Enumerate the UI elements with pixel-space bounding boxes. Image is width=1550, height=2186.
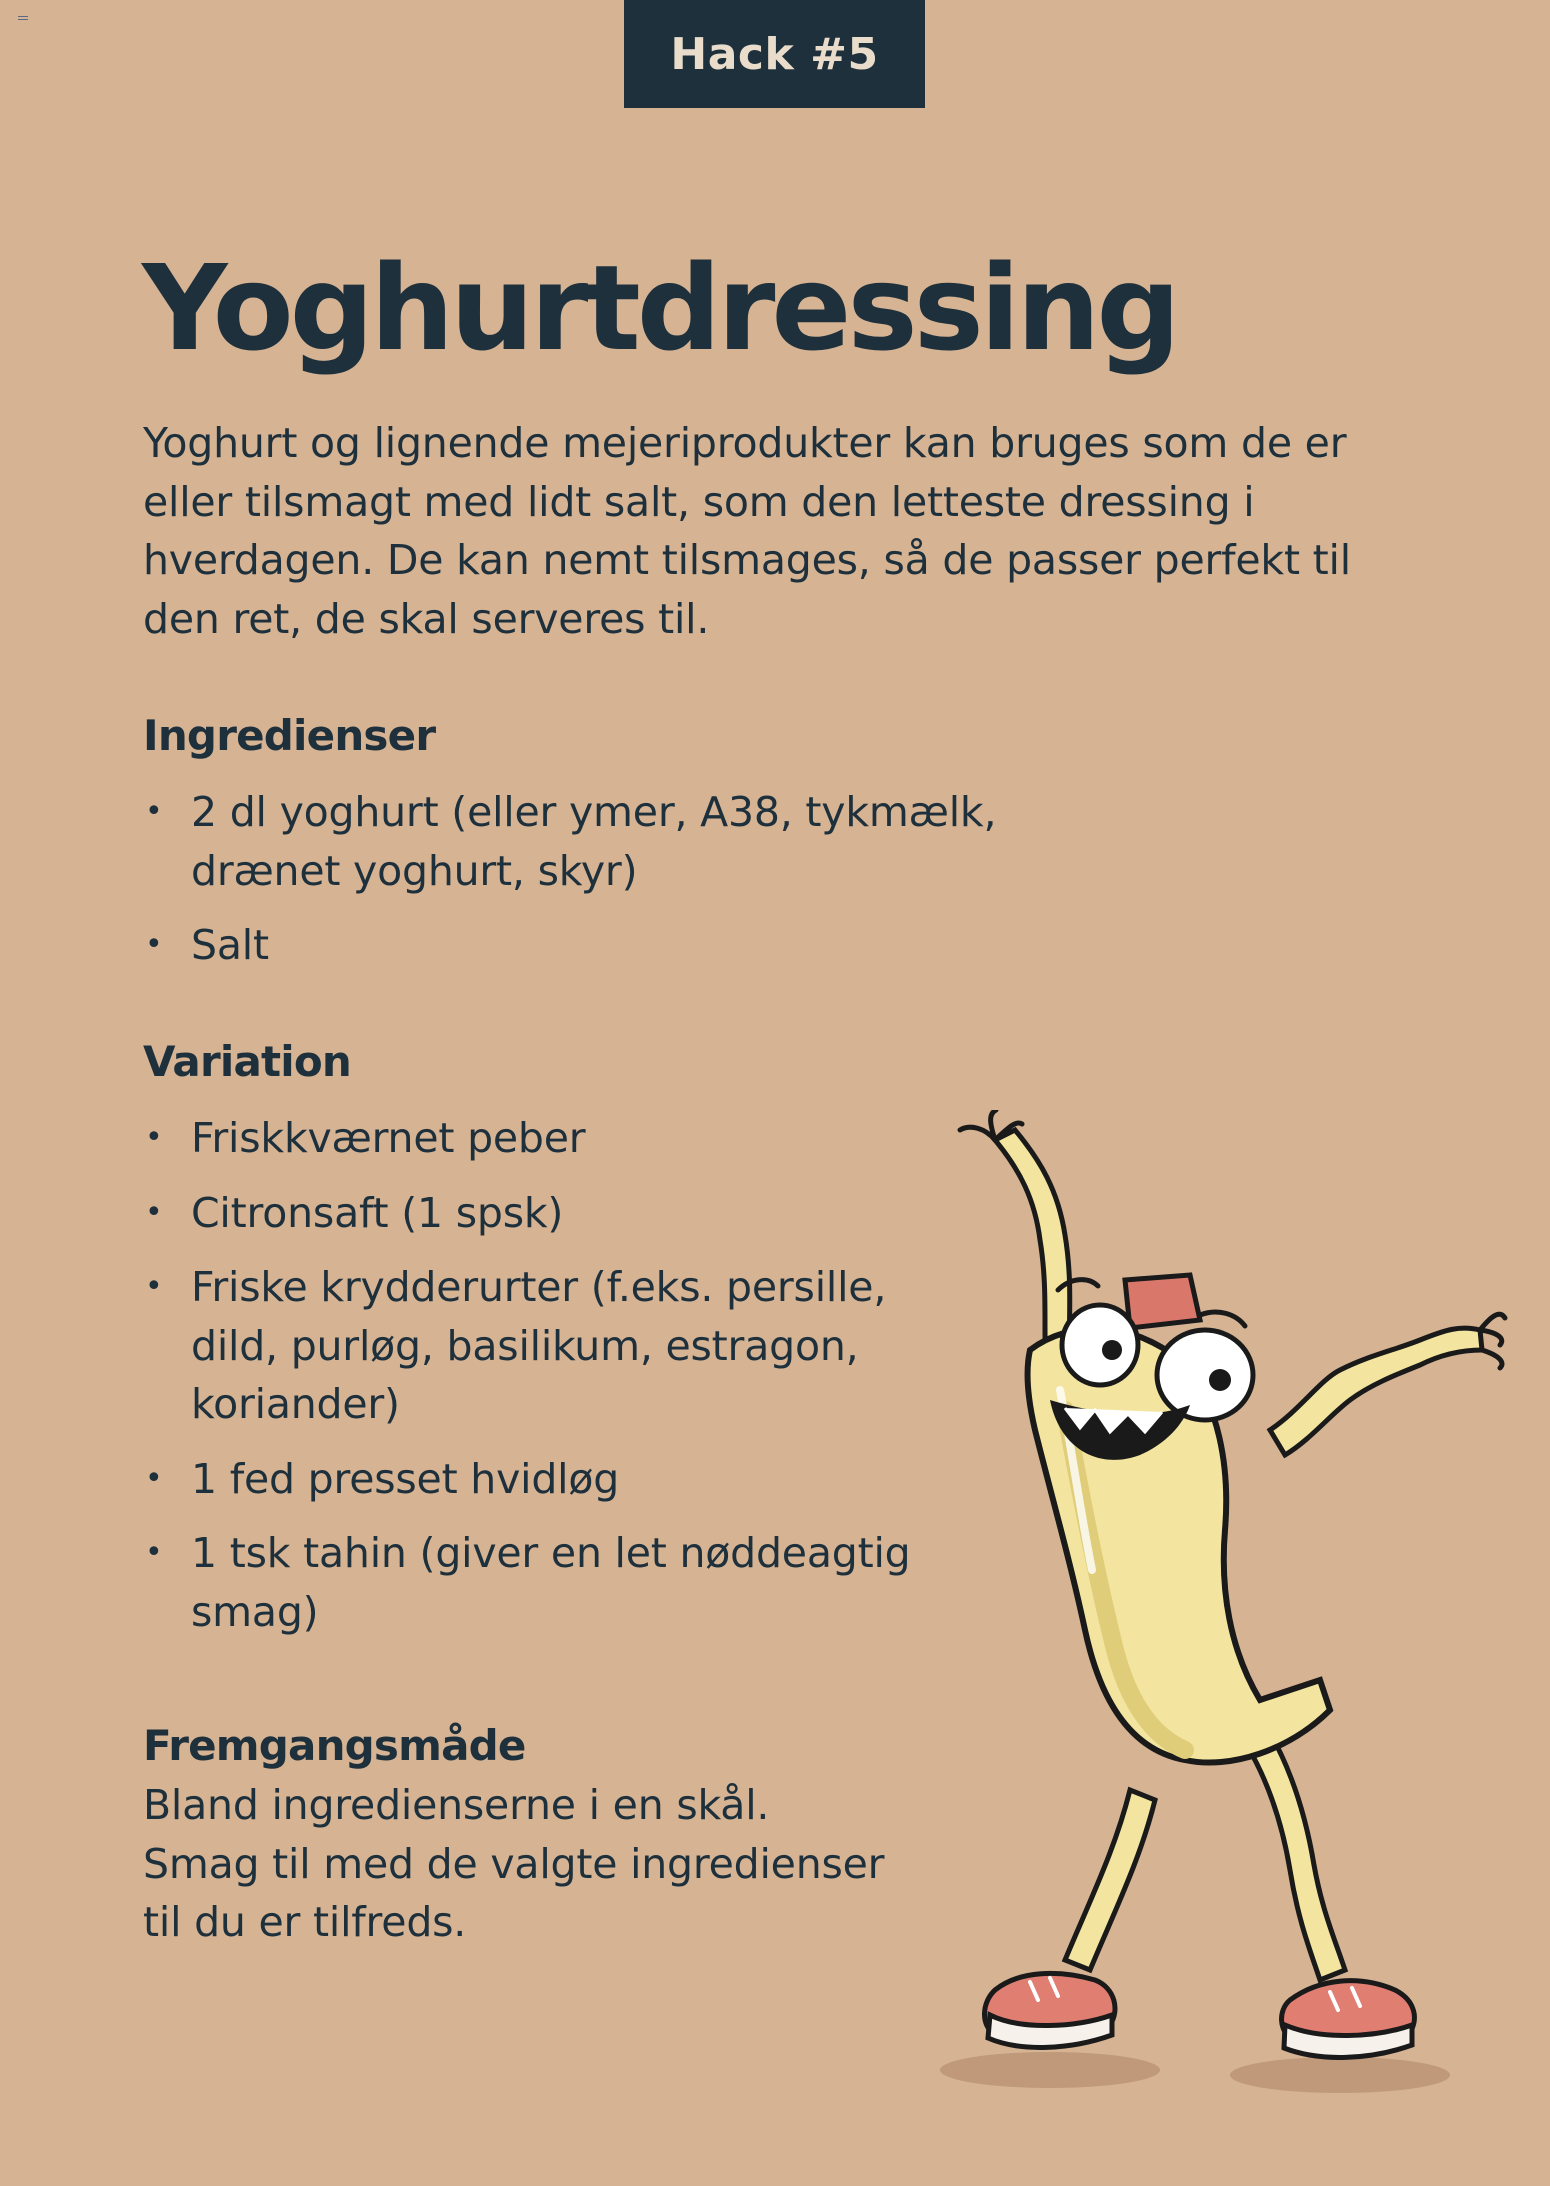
bullet-icon: •: [145, 1535, 163, 1570]
bullet-icon: •: [145, 1269, 163, 1304]
method-text: [143, 1776, 943, 1952]
method-line: Bland ingredienserne i en skål.: [143, 1781, 770, 1829]
hack-number-label: Hack #5: [670, 28, 879, 80]
list-item: [143, 1524, 943, 1641]
variation-text: 1 tsk tahin (giver en let nøddeagtig smag): [191, 1529, 911, 1636]
method-line: Smag til med de valgte ingredienser: [143, 1839, 885, 1888]
dancing-dressing-bottle-mascot-icon: [900, 1110, 1520, 2110]
list-item: [143, 783, 1063, 900]
bullet-icon: •: [145, 1460, 163, 1496]
ingredient-text: Salt: [191, 921, 269, 969]
list-item: [143, 1184, 943, 1243]
ingredients-heading: Ingredienser: [143, 711, 436, 760]
variation-text: Friskkværnet peber: [191, 1114, 586, 1162]
list-item: [143, 1450, 943, 1509]
variation-list: [143, 1109, 943, 1657]
method-heading: Fremgangsmåde: [143, 1721, 526, 1770]
bullet-icon: •: [145, 927, 163, 962]
list-item: [143, 1258, 943, 1434]
method-line: til du er tilfreds.: [143, 1898, 467, 1946]
hack-number-tab: [624, 0, 925, 108]
bullet-icon: •: [145, 1194, 163, 1230]
bullet-icon: •: [145, 794, 163, 829]
variation-text: 1 fed presset hvidløg: [191, 1454, 620, 1503]
corner-mark-icon: [18, 16, 28, 24]
list-item: [143, 916, 1063, 975]
variation-heading: Variation: [143, 1037, 352, 1086]
ingredients-list: [143, 783, 1063, 991]
list-item: [143, 1109, 943, 1168]
variation-text: Citronsaft (1 spsk): [191, 1188, 564, 1237]
variation-text: Friske krydderurter (f.eks. persille, dild, purløg, basilikum, estragon, koriander): [191, 1263, 887, 1428]
intro-paragraph: Yoghurt og lignende mejeriprodukter kan bruges som de er eller tilsmagt med lidt salt, som den letteste dressing i hverdagen. De kan nemt tilsmages, så de passer perfekt til den ret, de skal serveres til.: [143, 419, 1351, 643]
ingredient-text: 2 dl yoghurt (eller ymer, A38, tykmælk, drænet yoghurt, skyr): [191, 788, 997, 895]
bullet-icon: •: [145, 1120, 163, 1155]
page-title: Yoghurtdressing: [142, 239, 1177, 377]
